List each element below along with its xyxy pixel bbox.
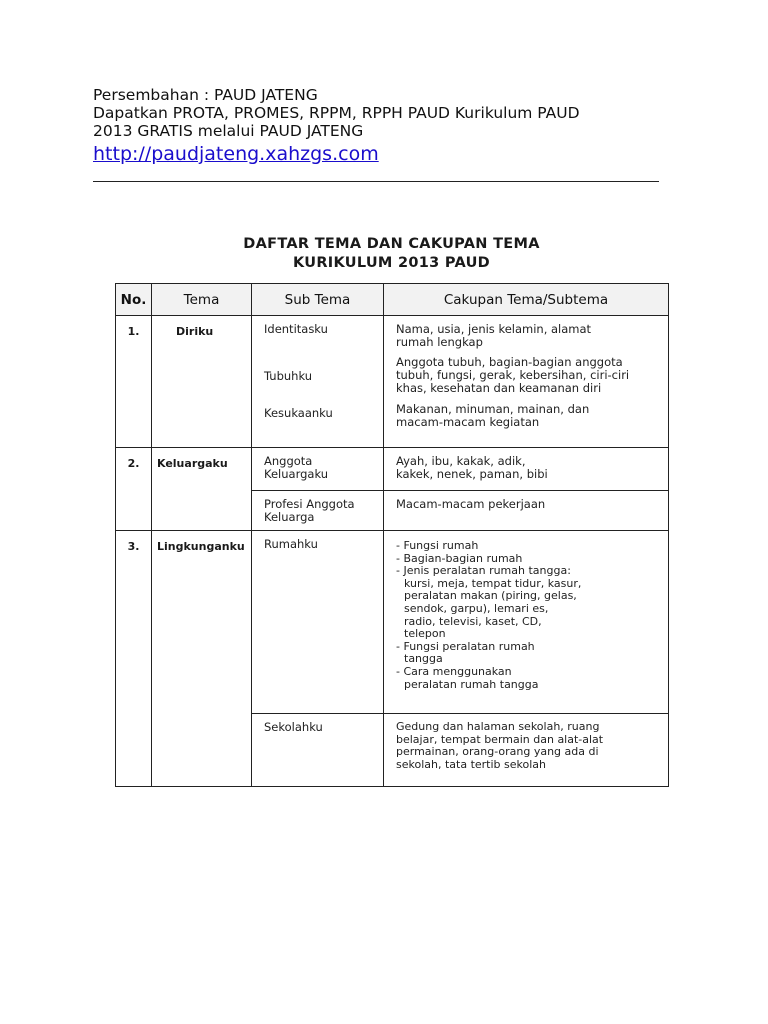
sub-tema-cell: Rumahku <box>252 531 384 714</box>
cakupan-line: - Fungsi peralatan rumah <box>396 639 535 653</box>
cakupan-cell <box>384 448 669 491</box>
cakupan-line: telepon <box>404 627 446 641</box>
title-line-1: DAFTAR TEMA DAN CAKUPAN TEMA <box>243 236 540 252</box>
cakupan-line: radio, televisi, kaset, CD, <box>404 614 542 628</box>
sub-tema-item: Tubuhku <box>264 369 313 383</box>
cakupan-line: permainan, orang-orang yang ada di <box>396 745 599 759</box>
table-row <box>116 448 669 491</box>
cakupan-cell <box>384 531 669 714</box>
header-promo-line-2: 2013 GRATIS melalui PAUD JATENG <box>93 122 364 140</box>
cakupan-line: - Fungsi rumah <box>396 539 479 552</box>
website-link[interactable]: http://paudjateng.xahzgs.com <box>93 143 379 165</box>
table-header-row <box>116 284 669 316</box>
sub-tema-cell <box>252 448 384 491</box>
cakupan-cell: Macam-macam pekerjaan <box>384 491 669 531</box>
row-tema: Lingkunganku <box>152 531 252 787</box>
cakupan-line: tangga <box>404 652 443 666</box>
cakupan-line: tubuh, fungsi, gerak, kebersihan, ciri-ciri <box>396 368 630 382</box>
cakupan-line: sekolah, tata tertib sekolah <box>396 757 546 771</box>
sub-tema-line: Anggota <box>264 454 313 468</box>
cakupan-line: peralatan makan (piring, gelas, <box>404 589 577 603</box>
cakupan-line: - Cara menggunakan <box>396 664 512 678</box>
cakupan-cell <box>384 316 669 448</box>
cakupan-line: kakek, nenek, paman, bibi <box>396 467 548 481</box>
document-title <box>115 235 668 273</box>
cakupan-line: peralatan rumah tangga <box>404 677 539 691</box>
sub-tema-line: Keluarga <box>264 510 315 524</box>
cakupan-line: sendok, garpu), lemari es, <box>404 601 549 615</box>
header-tema: Tema <box>152 284 252 316</box>
document-header <box>93 86 663 166</box>
cakupan-item <box>396 323 660 356</box>
cakupan-line: - Bagian-bagian rumah <box>396 551 523 565</box>
header-sub-tema: Sub Tema <box>252 284 384 316</box>
row-tema: Keluargaku <box>152 448 252 531</box>
sub-tema-cell <box>252 491 384 531</box>
row-number: 3. <box>116 531 152 787</box>
cakupan-line: kursi, meja, tempat tidur, kasur, <box>404 576 582 590</box>
sub-tema-line: Profesi Anggota <box>264 497 355 511</box>
cakupan-line: - Jenis peralatan rumah tangga: <box>396 564 571 578</box>
table-row <box>116 531 669 714</box>
cakupan-item <box>396 403 660 429</box>
sub-tema-cell <box>252 316 384 448</box>
table-row <box>116 316 669 448</box>
cakupan-line: macam-macam kegiatan <box>396 415 540 429</box>
header-no: No. <box>116 284 152 316</box>
cakupan-cell <box>384 714 669 787</box>
sub-tema-cell: Sekolahku <box>252 714 384 787</box>
cakupan-line: Ayah, ibu, kakak, adik, <box>396 454 526 468</box>
cakupan-line: Gedung dan halaman sekolah, ruang <box>396 720 600 733</box>
cakupan-line: rumah lengkap <box>396 335 483 349</box>
header-divider <box>93 181 659 182</box>
title-line-2: KURIKULUM 2013 PAUD <box>292 255 491 271</box>
cakupan-line: Nama, usia, jenis kelamin, alamat <box>396 322 592 336</box>
theme-table <box>115 283 669 787</box>
sub-tema-line: Keluargaku <box>264 467 329 481</box>
cakupan-line: khas, kesehatan dan keamanan diri <box>396 381 602 395</box>
row-number: 1. <box>116 316 152 448</box>
cakupan-item <box>396 356 660 403</box>
header-cakupan: Cakupan Tema/Subtema <box>384 284 669 316</box>
row-tema: Diriku <box>152 316 252 448</box>
cakupan-line: Anggota tubuh, bagian-bagian anggota <box>396 355 623 369</box>
header-presenter: Persembahan : PAUD JATENG <box>93 86 318 104</box>
sub-tema-item: Identitasku <box>264 322 328 336</box>
cakupan-line: belajar, tempat bermain dan alat-alat <box>396 732 604 746</box>
row-number: 2. <box>116 448 152 531</box>
header-promo-line-1: Dapatkan PROTA, PROMES, RPPM, RPPH PAUD Kurikulum PAUD <box>93 104 580 122</box>
sub-tema-item: Kesukaanku <box>264 406 333 420</box>
cakupan-line: Makanan, minuman, mainan, dan <box>396 402 590 416</box>
